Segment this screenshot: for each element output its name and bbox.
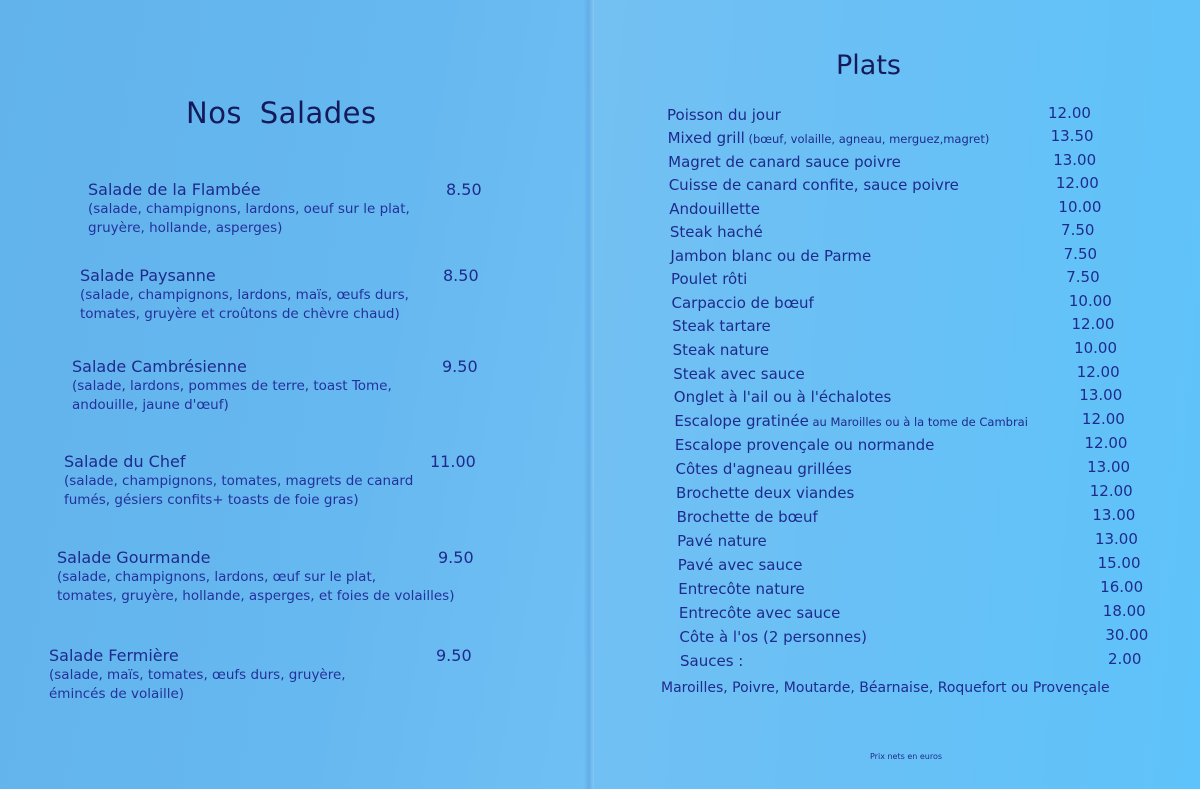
plat-name: Escalope provençale ou normande — [674, 436, 935, 455]
plat-note: (bœuf, volaille, agneau, merguez,magret) — [744, 132, 990, 147]
plat-item — [669, 200, 760, 218]
plat-name: Entrecôte nature — [678, 580, 805, 598]
salade-name: Salade Cambrésienne — [72, 357, 247, 376]
plat-item — [678, 580, 804, 598]
plat-item — [669, 176, 959, 194]
plat-name: Cuisse de canard confite, sauce poivre — [668, 176, 959, 195]
plat-name: Carpaccio de bœuf — [671, 293, 814, 312]
plat-item — [676, 484, 854, 502]
salade-description: (salade, lardons, pommes de terre, toast Tome, andouille, jaune d'œuf) — [72, 378, 392, 413]
plat-name: Escalope gratinée — [674, 412, 809, 431]
plat-item — [680, 652, 743, 670]
plat-item — [670, 223, 763, 241]
plat-name: Steak nature — [672, 341, 770, 359]
plat-price: 12.00 — [1089, 481, 1133, 500]
salade-description: (salade, champignons, lardons, oeuf sur le plat, gruyère, hollande, asperges) — [88, 201, 410, 236]
plat-item — [678, 556, 803, 574]
plat-name: Steak haché — [669, 223, 763, 241]
plat-name: Côtes d'agneau grillées — [675, 460, 852, 478]
salades-title: Nos Salades — [186, 96, 377, 130]
plat-price: 7.50 — [1061, 221, 1095, 239]
plat-item — [675, 436, 934, 454]
salade-price: 9.50 — [442, 357, 478, 376]
plat-item — [668, 153, 901, 171]
plat-price: 13.00 — [1087, 458, 1131, 476]
plat-item — [672, 317, 771, 335]
plat-price: 12.00 — [1081, 410, 1125, 429]
plat-price: 15.00 — [1097, 553, 1141, 572]
plat-name: Brochette deux viandes — [676, 483, 855, 502]
plat-name: Magret de canard sauce poivre — [668, 152, 901, 171]
plat-item — [667, 106, 781, 124]
salade-name: Salade Fermière — [49, 646, 179, 665]
plat-item — [673, 365, 805, 383]
salade-price: 8.50 — [446, 180, 482, 199]
salade-name: Salade de la Flambée — [88, 180, 261, 199]
sauces-list: Maroilles, Poivre, Moutarde, Béarnaise, Roquefort ou Provençale — [661, 680, 1110, 696]
plat-name: Jambon blanc ou de Parme — [670, 246, 872, 265]
salade-name: Salade Paysanne — [80, 266, 216, 285]
plat-item — [673, 341, 769, 359]
plat-name: Pavé avec sauce — [677, 555, 803, 574]
plat-price: 18.00 — [1102, 602, 1146, 621]
plat-price: 13.00 — [1094, 529, 1138, 548]
plat-item — [674, 412, 1028, 430]
plat-name: Onglet à l'ail ou à l'échalotes — [673, 388, 892, 407]
plat-item — [671, 270, 747, 288]
plat-price: 13.00 — [1092, 505, 1136, 524]
plat-note: au Maroilles ou à la tome de Cambrai — [808, 415, 1028, 430]
plat-price: 12.00 — [1084, 434, 1128, 453]
plat-price: 2.00 — [1108, 650, 1142, 669]
plat-item — [679, 628, 867, 646]
salade-name: Salade du Chef — [64, 452, 186, 471]
plat-name: Entrecôte avec sauce — [678, 604, 841, 623]
plat-price: 13.50 — [1050, 127, 1094, 146]
salade-price: 9.50 — [438, 548, 474, 567]
plat-name: Steak avec sauce — [673, 364, 805, 383]
footer-note: Prix nets en euros — [870, 752, 943, 761]
plat-item — [677, 508, 818, 526]
salade-description: (salade, maïs, tomates, œufs durs, gruyère, émincés de volaille) — [49, 667, 346, 702]
plat-price: 12.00 — [1055, 174, 1099, 193]
plat-price: 12.00 — [1048, 104, 1091, 122]
plat-name: Mixed grill — [667, 129, 745, 148]
plat-name: Andouillette — [669, 199, 760, 218]
plat-price: 13.00 — [1079, 386, 1123, 405]
plat-price: 7.50 — [1066, 268, 1100, 287]
plat-price: 7.50 — [1063, 244, 1098, 263]
salade-description: (salade, champignons, tomates, magrets de canard fumés, gésiers confits+ toasts de foie gras) — [64, 473, 414, 508]
plat-price: 13.00 — [1053, 150, 1097, 169]
plat-name: Sauces : — [680, 652, 744, 671]
plat-item — [668, 129, 990, 147]
plat-item — [670, 247, 871, 265]
salade-price: 8.50 — [443, 266, 479, 285]
plat-item — [677, 532, 767, 550]
plat-name: Steak tartare — [672, 317, 771, 336]
plat-name: Poulet rôti — [670, 270, 748, 289]
plat-name: Côte à l'os (2 personnes) — [679, 628, 867, 647]
salade-description: (salade, champignons, lardons, maïs, œufs durs, tomates, gruyère et croûtons de chèvre chaud) — [80, 287, 409, 322]
plat-name: Pavé nature — [677, 531, 767, 550]
plat-price: 16.00 — [1100, 578, 1144, 596]
salade-price: 9.50 — [436, 646, 472, 665]
salade-price: 11.00 — [430, 452, 476, 471]
salade-description: (salade, champignons, lardons, œuf sur le plat, tomates, gruyère, hollande, asperges, et foies de volailles) — [57, 569, 455, 604]
plat-price: 30.00 — [1105, 626, 1149, 645]
plat-item — [675, 460, 851, 478]
plat-price: 12.00 — [1076, 362, 1120, 381]
salade-name: Salade Gourmande — [57, 548, 211, 567]
plats-title: Plats — [836, 50, 901, 81]
page-fold — [584, 0, 594, 789]
plat-name: Poisson du jour — [667, 106, 781, 124]
plat-item — [674, 388, 892, 406]
plat-item — [672, 294, 814, 312]
plat-item — [679, 604, 841, 622]
plat-price: 12.00 — [1071, 315, 1115, 334]
plat-price: 10.00 — [1074, 339, 1118, 357]
plat-price: 10.00 — [1058, 197, 1102, 216]
plat-price: 10.00 — [1068, 291, 1112, 310]
plat-name: Brochette de bœuf — [676, 507, 818, 526]
